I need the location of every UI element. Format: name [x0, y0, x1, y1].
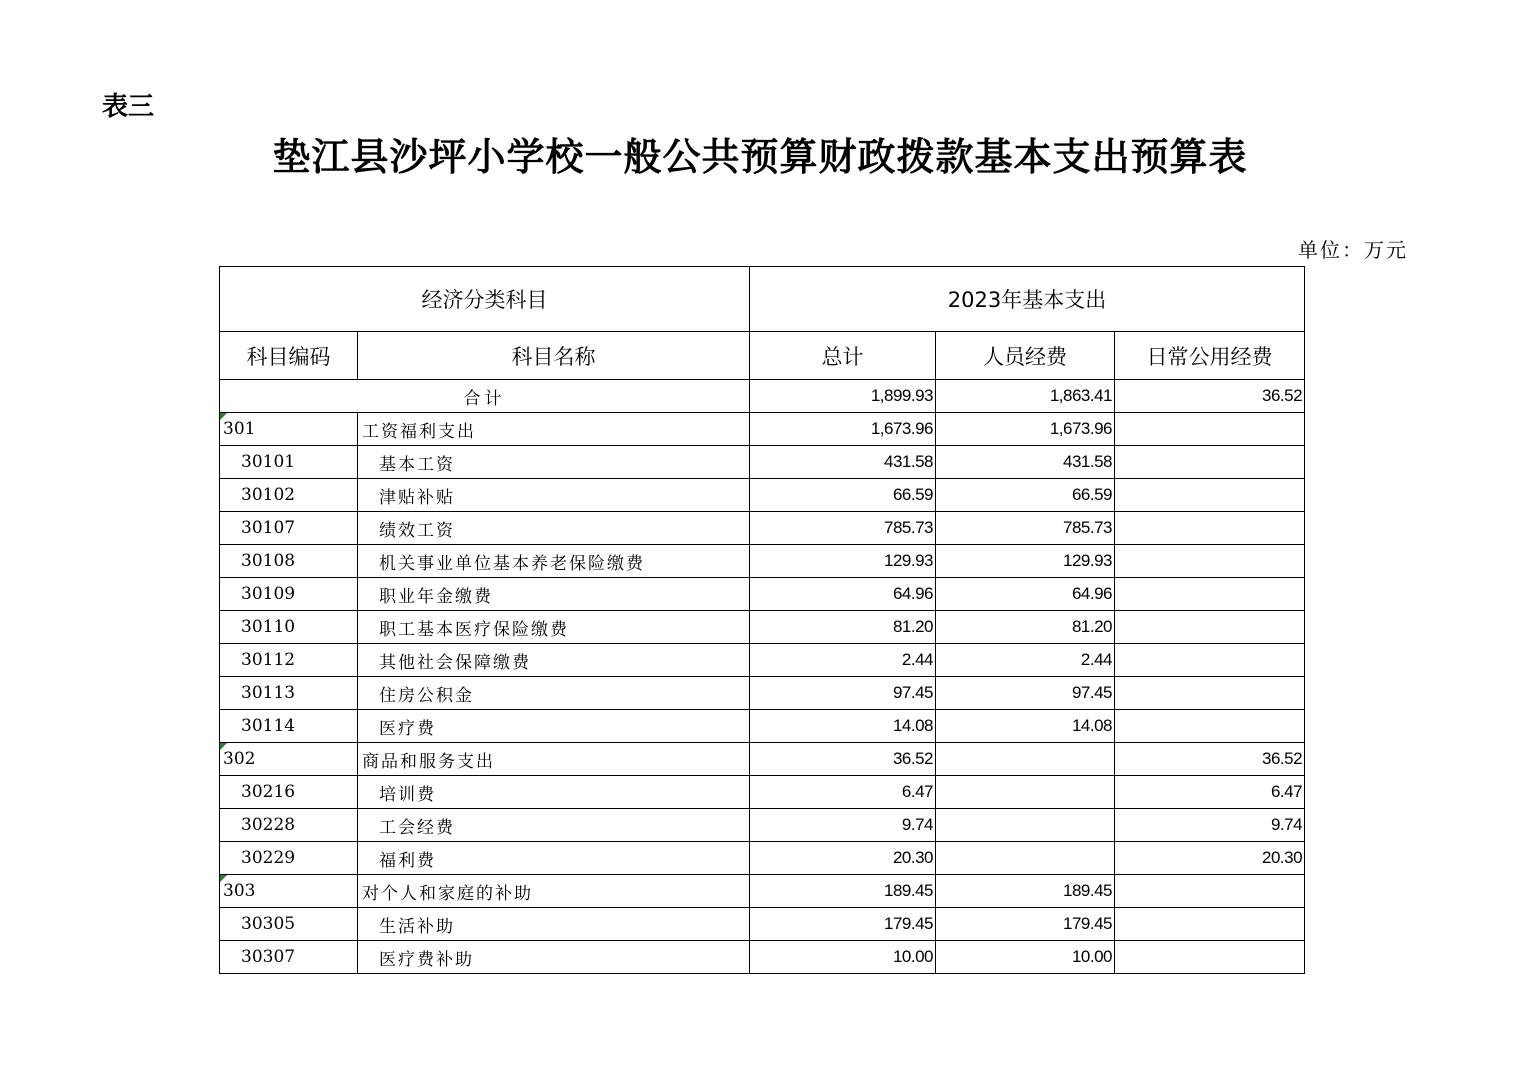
row-public [1115, 578, 1305, 611]
row-personnel: 14.08 [936, 710, 1115, 743]
row-personnel: 179.45 [936, 908, 1115, 941]
row-code-text: 302 [223, 749, 256, 769]
row-personnel: 129.93 [936, 545, 1115, 578]
header-economic-category: 经济分类科目 [220, 267, 750, 332]
row-code-text: 301 [223, 419, 256, 439]
row-code-text: 303 [223, 881, 256, 901]
row-personnel: 785.73 [936, 512, 1115, 545]
table-row [220, 479, 1305, 512]
table-row [220, 875, 1305, 908]
row-personnel: 1,673.96 [936, 413, 1115, 446]
table-row [220, 545, 1305, 578]
row-public [1115, 710, 1305, 743]
total-row [220, 380, 1305, 413]
row-code: 30228 [220, 809, 358, 842]
table-row [220, 413, 1305, 446]
total-personnel: 1,863.41 [936, 380, 1115, 413]
row-public [1115, 413, 1305, 446]
row-total: 785.73 [750, 512, 936, 545]
row-name: 生活补助 [358, 908, 750, 941]
page-title: 垫江县沙坪小学校一般公共预算财政拨款基本支出预算表 [272, 134, 1248, 179]
table-label: 表三 [102, 92, 155, 122]
row-name: 福利费 [358, 842, 750, 875]
row-personnel: 97.45 [936, 677, 1115, 710]
table-row [220, 578, 1305, 611]
table-row [220, 512, 1305, 545]
cell-marker-icon [220, 875, 227, 882]
row-personnel: 64.96 [936, 578, 1115, 611]
row-name: 工会经费 [358, 809, 750, 842]
row-name: 绩效工资 [358, 512, 750, 545]
row-personnel: 2.44 [936, 644, 1115, 677]
row-public [1115, 479, 1305, 512]
row-name: 商品和服务支出 [358, 743, 750, 776]
header-total: 总计 [750, 332, 936, 380]
table-row [220, 446, 1305, 479]
row-public: 9.74 [1115, 809, 1305, 842]
header-subject-name: 科目名称 [358, 332, 750, 380]
header-basic-expenditure: 2023年基本支出 [750, 267, 1305, 332]
row-public [1115, 611, 1305, 644]
row-total: 20.30 [750, 842, 936, 875]
row-public [1115, 677, 1305, 710]
row-code [220, 743, 358, 776]
row-personnel: 431.58 [936, 446, 1115, 479]
row-public: 6.47 [1115, 776, 1305, 809]
row-public: 36.52 [1115, 743, 1305, 776]
header-subject-code: 科目编码 [220, 332, 358, 380]
header-public: 日常公用经费 [1115, 332, 1305, 380]
row-public [1115, 446, 1305, 479]
row-code: 30102 [220, 479, 358, 512]
row-name: 对个人和家庭的补助 [358, 875, 750, 908]
table-row [220, 644, 1305, 677]
row-name: 医疗费补助 [358, 941, 750, 974]
row-personnel [936, 743, 1115, 776]
header-row-columns [220, 332, 1305, 380]
row-code: 30108 [220, 545, 358, 578]
row-code: 30216 [220, 776, 358, 809]
row-personnel [936, 776, 1115, 809]
row-public [1115, 545, 1305, 578]
total-public: 36.52 [1115, 380, 1305, 413]
row-total: 64.96 [750, 578, 936, 611]
table-row [220, 908, 1305, 941]
cell-marker-icon [220, 743, 227, 750]
table-row [220, 941, 1305, 974]
row-public [1115, 644, 1305, 677]
row-total: 6.47 [750, 776, 936, 809]
table-row [220, 743, 1305, 776]
row-total: 1,673.96 [750, 413, 936, 446]
row-name: 医疗费 [358, 710, 750, 743]
row-total: 431.58 [750, 446, 936, 479]
row-name: 职工基本医疗保险缴费 [358, 611, 750, 644]
row-code: 30229 [220, 842, 358, 875]
row-public: 20.30 [1115, 842, 1305, 875]
cell-marker-icon [220, 413, 227, 420]
row-code: 30305 [220, 908, 358, 941]
row-total: 189.45 [750, 875, 936, 908]
row-personnel [936, 842, 1115, 875]
row-code [220, 875, 358, 908]
row-total: 36.52 [750, 743, 936, 776]
header-personnel: 人员经费 [936, 332, 1115, 380]
table-row [220, 710, 1305, 743]
total-label: 合计 [220, 380, 750, 413]
row-personnel [936, 809, 1115, 842]
row-code: 30107 [220, 512, 358, 545]
row-personnel: 66.59 [936, 479, 1115, 512]
row-total: 14.08 [750, 710, 936, 743]
row-total: 9.74 [750, 809, 936, 842]
budget-table [219, 266, 1305, 974]
row-total: 129.93 [750, 545, 936, 578]
row-personnel: 10.00 [936, 941, 1115, 974]
row-total: 10.00 [750, 941, 936, 974]
row-public [1115, 941, 1305, 974]
row-code: 30101 [220, 446, 358, 479]
table-row [220, 776, 1305, 809]
row-name: 住房公积金 [358, 677, 750, 710]
row-total: 81.20 [750, 611, 936, 644]
row-name: 职业年金缴费 [358, 578, 750, 611]
table-row [220, 842, 1305, 875]
row-code: 30112 [220, 644, 358, 677]
row-name: 工资福利支出 [358, 413, 750, 446]
row-name: 机关事业单位基本养老保险缴费 [358, 545, 750, 578]
unit-label: 单位：万元 [1298, 238, 1408, 262]
row-total: 97.45 [750, 677, 936, 710]
total-total: 1,899.93 [750, 380, 936, 413]
row-code: 30114 [220, 710, 358, 743]
row-total: 66.59 [750, 479, 936, 512]
row-code [220, 413, 358, 446]
row-name: 基本工资 [358, 446, 750, 479]
row-personnel: 81.20 [936, 611, 1115, 644]
row-code: 30109 [220, 578, 358, 611]
row-name: 津贴补贴 [358, 479, 750, 512]
row-code: 30113 [220, 677, 358, 710]
header-row-group [220, 267, 1305, 332]
row-public [1115, 512, 1305, 545]
row-name: 其他社会保障缴费 [358, 644, 750, 677]
row-public [1115, 875, 1305, 908]
row-code: 30307 [220, 941, 358, 974]
table-row [220, 677, 1305, 710]
table-row [220, 611, 1305, 644]
table-row [220, 809, 1305, 842]
row-total: 2.44 [750, 644, 936, 677]
row-total: 179.45 [750, 908, 936, 941]
row-personnel: 189.45 [936, 875, 1115, 908]
row-public [1115, 908, 1305, 941]
row-name: 培训费 [358, 776, 750, 809]
row-code: 30110 [220, 611, 358, 644]
